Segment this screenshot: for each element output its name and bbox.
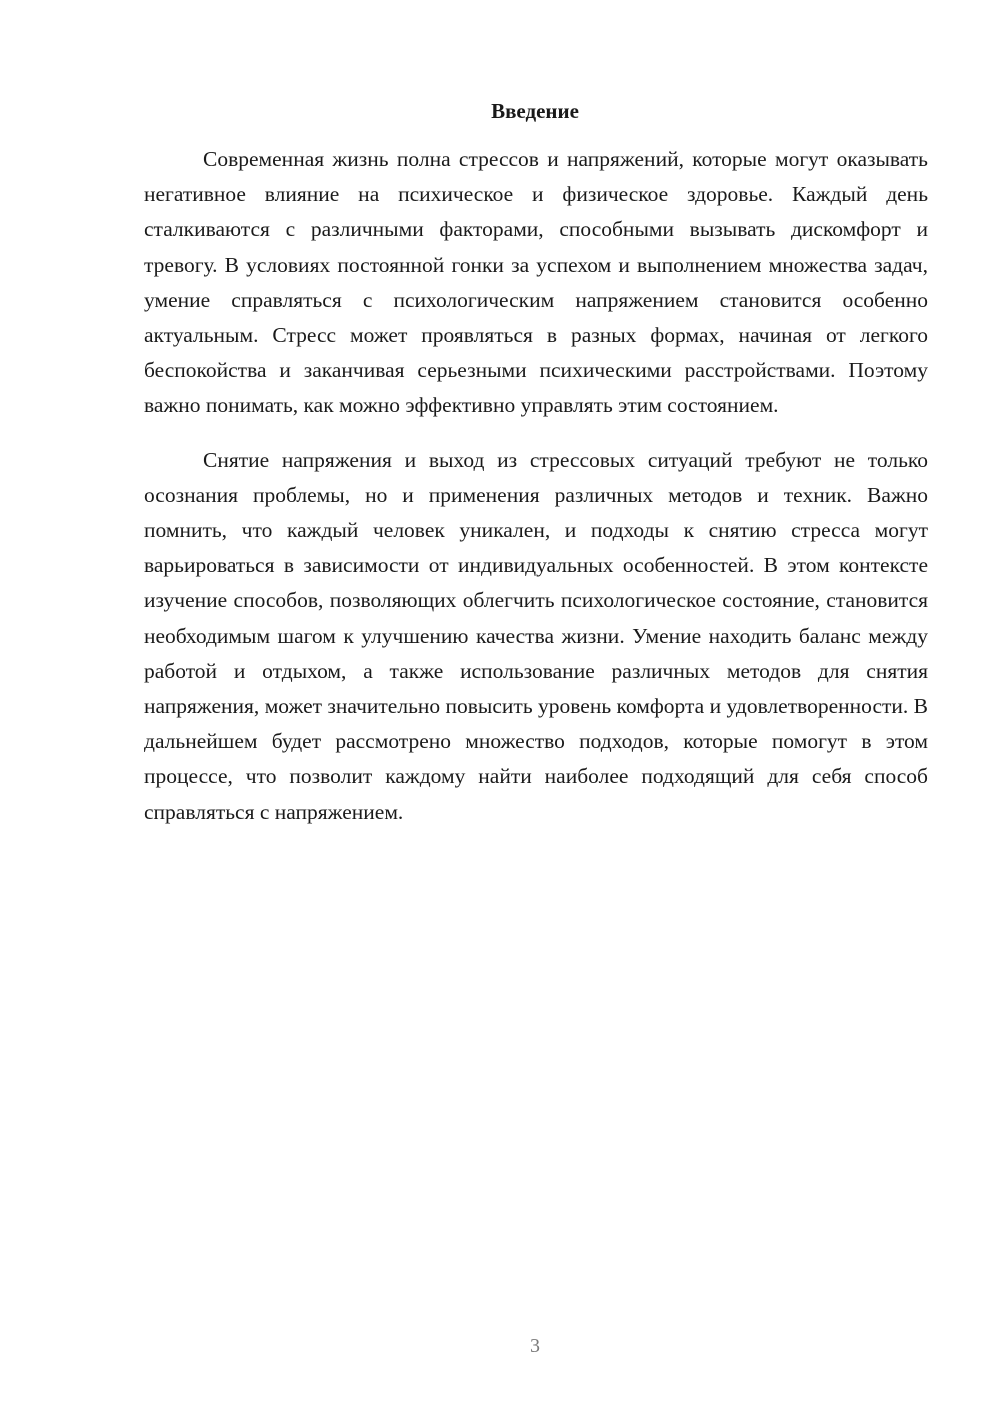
section-heading: Введение bbox=[491, 99, 579, 123]
paragraph: Современная жизнь полна стрессов и напряжений, которые могут оказывать негативное влияние на психическое и физическое здоровье. Каждый день сталкиваются с различными факторами, способными вызывать дискомфорт и тревогу. В условиях постоянной гонки за успехом и выполнением множества задач, умение справляться с психологическим напряжением становится особенно актуальным. Стресс может проявляться в разных формах, начиная от легкого беспокойства и заканчивая серьезными психическими расстройствами. Поэтому важно понимать, как можно эффективно управлять этим состоянием. bbox=[144, 147, 928, 418]
body-text bbox=[144, 142, 928, 830]
paragraph: Снятие напряжения и выход из стрессовых ситуаций требуют не только осознания проблемы, но и применения различных методов и техник. Важно помнить, что каждый человек уникален, и подходы к снятию стресса могут варьироваться в зависимости от индивидуальных особенностей. В этом контексте изучение способов, позволяющих облегчить психологическое состояние, становится необходимым шагом к улучшению качества жизни. Умение находить баланс между работой и отдыхом, а также использование различных методов для снятия напряжения, может значительно повысить уровень комфорта и удовлетворенности. В дальнейшем будет рассмотрено множество подходов, которые помогут в этом процессе, что позволит каждому найти наиболее подходящий для себя способ справляться с напряжением. bbox=[144, 447, 928, 824]
page-number: 3 bbox=[530, 1335, 540, 1357]
